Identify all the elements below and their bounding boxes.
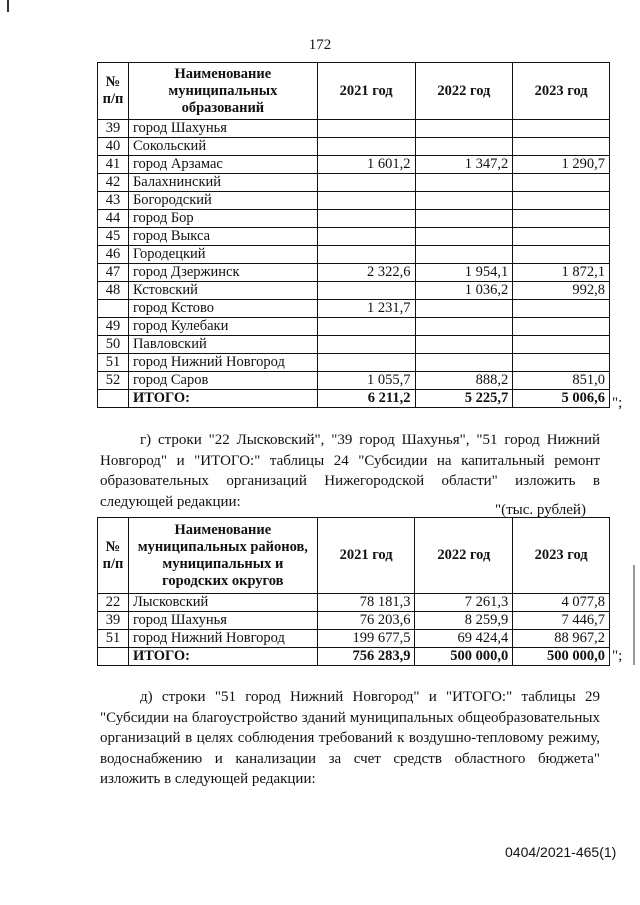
header-2022: 2022 год xyxy=(415,518,513,594)
row-number: 46 xyxy=(98,246,129,264)
value-2021 xyxy=(317,354,415,372)
value-2022 xyxy=(415,354,513,372)
value-2021 xyxy=(317,138,415,156)
value-2022: 7 261,3 xyxy=(415,594,513,612)
row-name: город Дзержинск xyxy=(128,264,317,282)
row-name: город Нижний Новгород xyxy=(128,630,317,648)
total-label: ИТОГО: xyxy=(128,390,317,408)
row-name: город Саров xyxy=(128,372,317,390)
scan-edge-mark xyxy=(633,565,635,665)
value-2021: 2 322,6 xyxy=(317,264,415,282)
value-2021 xyxy=(317,246,415,264)
total-row xyxy=(98,648,610,666)
value-2021 xyxy=(317,210,415,228)
value-2023: 4 077,8 xyxy=(513,594,610,612)
table-row xyxy=(98,138,610,156)
value-2023 xyxy=(513,210,610,228)
header-2023: 2023 год xyxy=(513,63,610,120)
row-name: Павловский xyxy=(128,336,317,354)
row-number: 43 xyxy=(98,192,129,210)
value-2022 xyxy=(415,336,513,354)
value-2023 xyxy=(513,354,610,372)
table-row xyxy=(98,630,610,648)
value-2023 xyxy=(513,174,610,192)
value-2023 xyxy=(513,246,610,264)
value-2023 xyxy=(513,318,610,336)
header-name: Наименование муниципальных районов, муниципальных и городских округов xyxy=(128,518,317,594)
total-row xyxy=(98,390,610,408)
header-number: № п/п xyxy=(98,518,129,594)
row-number: 39 xyxy=(98,612,129,630)
value-2021: 78 181,3 xyxy=(317,594,415,612)
value-2023: 1 290,7 xyxy=(513,156,610,174)
total-2021: 6 211,2 xyxy=(317,390,415,408)
row-name: город Кстово xyxy=(128,300,317,318)
paragraph-g: г) строки "22 Лысковский", "39 город Шахунья", "51 город Нижний Новгород" и "ИТОГО:" таблицы 24 "Субсидии на капитальный ремонт образовательных организаций Нижегородской области" изложить в следующей редакции: xyxy=(100,432,600,510)
table-row xyxy=(98,120,610,138)
table-row xyxy=(98,210,610,228)
value-2022: 1 954,1 xyxy=(415,264,513,282)
header-name: Наименование муниципальных образований xyxy=(128,63,317,120)
table-row xyxy=(98,282,610,300)
value-2021 xyxy=(317,282,415,300)
header-2021: 2021 год xyxy=(317,63,415,120)
value-2021: 199 677,5 xyxy=(317,630,415,648)
row-name: Лысковский xyxy=(128,594,317,612)
document-code: 0404/2021-465(1) xyxy=(505,844,617,860)
row-name: город Выкса xyxy=(128,228,317,246)
table-row xyxy=(98,354,610,372)
value-2022: 888,2 xyxy=(415,372,513,390)
value-2022 xyxy=(415,210,513,228)
row-name: город Шахунья xyxy=(128,120,317,138)
value-2021 xyxy=(317,174,415,192)
value-2021 xyxy=(317,336,415,354)
row-number xyxy=(98,300,129,318)
value-2022 xyxy=(415,138,513,156)
total-label: ИТОГО: xyxy=(128,648,317,666)
table-row xyxy=(98,192,610,210)
header-2022: 2022 год xyxy=(415,63,513,120)
total-2023: 5 006,6 xyxy=(513,390,610,408)
row-number: 40 xyxy=(98,138,129,156)
value-2021: 1 231,7 xyxy=(317,300,415,318)
paragraph-d: д) строки "51 город Нижний Новгород" и "ИТОГО:" таблицы 29 "Субсидии на благоустройство зданий муниципальных общеобразовательных организаций в целях соблюдения требований к воздушно-тепловому режиму, водоснабжению и канализации за счет средств областного бюджета" изложить в следующей редакции: xyxy=(100,689,600,787)
row-number: 41 xyxy=(98,156,129,174)
row-number: 49 xyxy=(98,318,129,336)
value-2023 xyxy=(513,228,610,246)
units-label: "(тыс. рублей) xyxy=(495,502,586,518)
table-row xyxy=(98,372,610,390)
table1-closing-quote: "; xyxy=(612,395,623,411)
value-2021 xyxy=(317,318,415,336)
value-2023 xyxy=(513,336,610,354)
table-row xyxy=(98,300,610,318)
table-row xyxy=(98,336,610,354)
value-2022: 1 347,2 xyxy=(415,156,513,174)
row-number: 52 xyxy=(98,372,129,390)
value-2021 xyxy=(317,120,415,138)
row-name: город Бор xyxy=(128,210,317,228)
value-2022: 69 424,4 xyxy=(415,630,513,648)
table-row xyxy=(98,594,610,612)
header-2023: 2023 год xyxy=(513,518,610,594)
value-2022 xyxy=(415,174,513,192)
value-2021 xyxy=(317,192,415,210)
value-2023: 7 446,7 xyxy=(513,612,610,630)
row-name: Кстовский xyxy=(128,282,317,300)
value-2023 xyxy=(513,120,610,138)
table-row xyxy=(98,264,610,282)
table-row xyxy=(98,246,610,264)
value-2023: 1 872,1 xyxy=(513,264,610,282)
value-2021 xyxy=(317,228,415,246)
table-row xyxy=(98,612,610,630)
value-2022 xyxy=(415,246,513,264)
row-name: город Нижний Новгород xyxy=(128,354,317,372)
total-2022: 500 000,0 xyxy=(415,648,513,666)
row-number: 51 xyxy=(98,354,129,372)
header-number: № п/п xyxy=(98,63,129,120)
value-2022: 1 036,2 xyxy=(415,282,513,300)
row-number: 48 xyxy=(98,282,129,300)
row-number: 45 xyxy=(98,228,129,246)
total-2021: 756 283,9 xyxy=(317,648,415,666)
row-number: 47 xyxy=(98,264,129,282)
value-2022 xyxy=(415,318,513,336)
total-2022: 5 225,7 xyxy=(415,390,513,408)
value-2021: 1 055,7 xyxy=(317,372,415,390)
total-number xyxy=(98,648,129,666)
value-2022 xyxy=(415,300,513,318)
table2-closing-quote: "; xyxy=(612,648,623,664)
value-2022 xyxy=(415,120,513,138)
row-number: 42 xyxy=(98,174,129,192)
value-2022 xyxy=(415,192,513,210)
row-name: город Шахунья xyxy=(128,612,317,630)
table-row xyxy=(98,156,610,174)
table-row xyxy=(98,318,610,336)
row-name: город Кулебаки xyxy=(128,318,317,336)
row-name: Балахнинский xyxy=(128,174,317,192)
value-2023 xyxy=(513,138,610,156)
municipal-table xyxy=(97,62,610,408)
row-name: Богородский xyxy=(128,192,317,210)
row-number: 50 xyxy=(98,336,129,354)
row-name: Сокольский xyxy=(128,138,317,156)
subsidy-table xyxy=(97,517,610,666)
row-number: 22 xyxy=(98,594,129,612)
value-2023: 88 967,2 xyxy=(513,630,610,648)
row-number: 44 xyxy=(98,210,129,228)
row-number: 51 xyxy=(98,630,129,648)
header-2021: 2021 год xyxy=(317,518,415,594)
scan-mark xyxy=(7,0,9,12)
total-2023: 500 000,0 xyxy=(513,648,610,666)
value-2022: 8 259,9 xyxy=(415,612,513,630)
value-2021: 1 601,2 xyxy=(317,156,415,174)
row-name: город Арзамас xyxy=(128,156,317,174)
row-name: Городецкий xyxy=(128,246,317,264)
page-number: 172 xyxy=(308,37,332,53)
value-2023: 851,0 xyxy=(513,372,610,390)
value-2023 xyxy=(513,192,610,210)
row-number: 39 xyxy=(98,120,129,138)
table-row xyxy=(98,174,610,192)
value-2023: 992,8 xyxy=(513,282,610,300)
total-number xyxy=(98,390,129,408)
value-2023 xyxy=(513,300,610,318)
value-2021: 76 203,6 xyxy=(317,612,415,630)
value-2022 xyxy=(415,228,513,246)
table-row xyxy=(98,228,610,246)
